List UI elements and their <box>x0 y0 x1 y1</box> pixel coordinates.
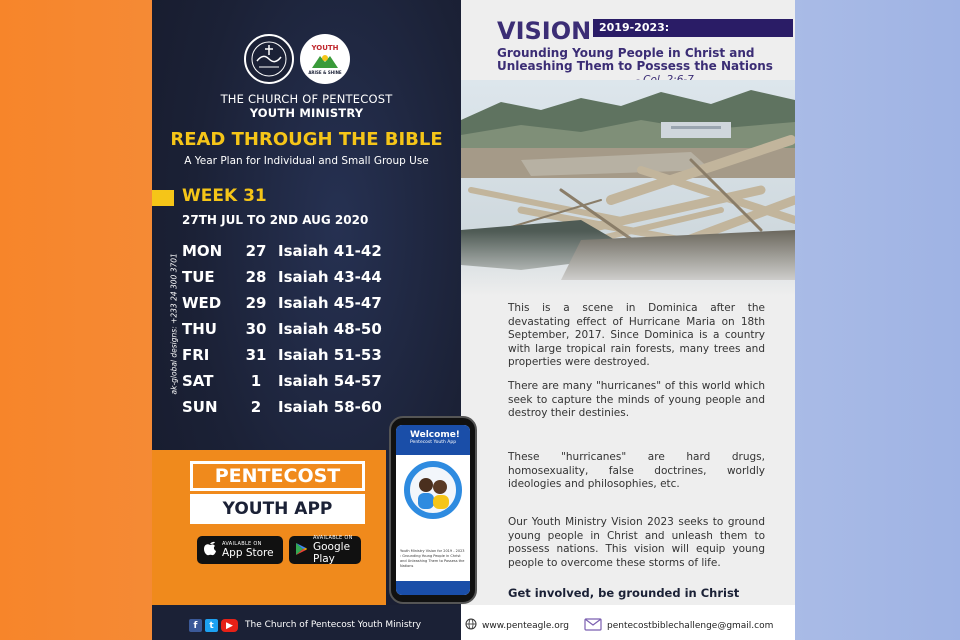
google-play-small: AVAILABLE ON <box>313 535 353 541</box>
schedule-row <box>182 368 395 394</box>
church-name-line1: THE CHURCH OF PENTECOST <box>220 92 393 106</box>
vision-theme-line2: Unleashing Them to Possess the Nations <box>497 59 773 73</box>
schedule-passage: Isaiah 58-60 <box>278 398 382 416</box>
email-address[interactable]: pentecostbiblechallenge@gmail.com <box>607 621 774 631</box>
app-store-big: App Store <box>222 547 274 559</box>
social-icons <box>189 619 238 632</box>
reading-schedule <box>182 238 395 420</box>
schedule-row <box>182 342 395 368</box>
schedule-date: 2 <box>250 398 262 416</box>
schedule-passage: Isaiah 43-44 <box>278 268 382 286</box>
logos <box>244 34 350 84</box>
hurricane-photo <box>461 80 795 296</box>
app-title-line2: YOUTH APP <box>190 494 365 524</box>
poster <box>152 0 795 640</box>
phone-screen-text: Youth Ministry Vision for 2019 - 2023 : Grounding Young People in Christ and Unleashing Them to Possess the Nations <box>400 549 465 568</box>
schedule-date: 31 <box>245 346 267 364</box>
google-play-text <box>313 535 361 565</box>
phone-mockup <box>389 416 477 604</box>
schedule-passage: Isaiah 51-53 <box>278 346 382 364</box>
schedule-row <box>182 264 395 290</box>
phone-welcome-sub: Pentecost Youth App <box>410 440 457 445</box>
vision-years: 2019-2023: <box>593 19 793 37</box>
schedule-passage: Isaiah 54-57 <box>278 372 382 390</box>
app-title-line1: PENTECOST <box>190 461 365 491</box>
phone-ring-image <box>404 461 462 519</box>
app-store-text <box>222 541 274 559</box>
schedule-row <box>182 394 395 420</box>
website[interactable] <box>465 618 569 633</box>
app-store-button[interactable] <box>197 536 283 564</box>
phone-nav-bar <box>396 581 470 595</box>
footer-org-name: The Church of Pentecost Youth Ministry <box>245 620 422 630</box>
vision-theme-line1: Grounding Young People in Christ and <box>497 46 755 60</box>
schedule-day: MON <box>182 242 223 260</box>
schedule-date: 30 <box>245 320 267 338</box>
week-dates: 27TH JUL TO 2ND AUG 2020 <box>182 213 369 227</box>
email[interactable] <box>584 618 773 634</box>
vision-theme <box>497 47 773 73</box>
schedule-date: 28 <box>245 268 267 286</box>
google-play-big: Google Play <box>313 541 351 565</box>
youtube-icon[interactable]: ▶ <box>221 619 238 632</box>
phone-header <box>396 425 470 455</box>
plan-subtitle: A Year Plan for Individual and Small Group Use <box>184 155 429 167</box>
schedule-day: THU <box>182 320 217 338</box>
paragraph-hurricanes: There are many "hurricanes" of this world which seek to capture the minds of young people and destroy their destinies. <box>508 380 765 419</box>
schedule-date: 27 <box>245 242 267 260</box>
phone-welcome: Welcome! <box>410 430 460 440</box>
paragraph-examples: These "hurricanes" are hard drugs, homosexuality, false doctrines, worldly ideologies and philosophies, etc. <box>508 451 765 490</box>
twitter-icon[interactable]: t <box>205 619 218 632</box>
app-store-small: AVAILABLE ON <box>222 541 262 547</box>
call-to-action: Get involved, be grounded in Christ <box>508 586 740 600</box>
schedule-row <box>182 316 395 342</box>
globe-icon <box>465 618 477 633</box>
schedule-day: SUN <box>182 398 218 416</box>
schedule-passage: Isaiah 48-50 <box>278 320 382 338</box>
schedule-date: 29 <box>245 294 267 312</box>
apple-icon <box>203 540 217 560</box>
youth-logo-text: YOUTH <box>311 43 339 52</box>
schedule-passage: Isaiah 41-42 <box>278 242 382 260</box>
schedule-day: WED <box>182 294 222 312</box>
schedule-row <box>182 290 395 316</box>
schedule-passage: Isaiah 45-47 <box>278 294 382 312</box>
paragraph-dominica: This is a scene in Dominica after the devastating effect of Hurricane Maria on 18th September, 2017. Since Dominica is a country with large tropical rain forests, many trees and properties were destroyed. <box>508 302 765 368</box>
church-name <box>152 92 461 120</box>
schedule-date: 1 <box>250 372 262 390</box>
phone-screen <box>396 425 470 595</box>
week-accent-bar <box>152 190 174 206</box>
google-play-icon <box>295 541 308 560</box>
google-play-button[interactable] <box>289 536 361 564</box>
designer-credit: ak-global designs: +233 24 300 3701 <box>169 253 179 395</box>
facebook-icon[interactable]: f <box>189 619 202 632</box>
week-label: WEEK 31 <box>182 186 267 206</box>
email-icon <box>584 618 602 634</box>
schedule-day: SAT <box>182 372 214 390</box>
vision-heading: VISION <box>497 17 592 45</box>
church-logo-icon <box>244 34 294 84</box>
paragraph-vision: Our Youth Ministry Vision 2023 seeks to ground young people in Christ and unleash them to possess nations. This vision will equip young people to overcome these storms of life. <box>508 516 765 569</box>
plan-title: READ THROUGH THE BIBLE <box>170 129 443 150</box>
schedule-day: FRI <box>182 346 210 364</box>
youth-logo-icon <box>300 34 350 84</box>
website-url[interactable]: www.penteagle.org <box>482 620 570 631</box>
schedule-day: TUE <box>182 268 215 286</box>
church-name-line2: YOUTH MINISTRY <box>249 106 364 120</box>
schedule-row <box>182 238 395 264</box>
youth-logo-sub: ARISE & SHINE <box>308 69 342 75</box>
